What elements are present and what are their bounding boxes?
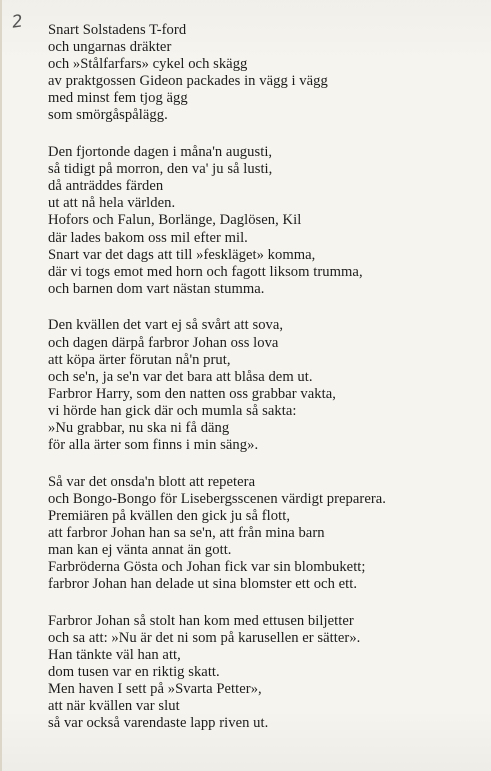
poem-line: »Nu grabbar, nu ska ni få däng [48,419,230,436]
stanza-2 [48,144,483,298]
poem-line: Premiären på kvällen den gick ju så flott, [48,507,291,524]
stanza-5 [48,613,483,733]
poem-line: och dagen därpå farbror Johan oss lova [48,334,279,351]
poem-line: och Bongo-Bongo för Lisebergsscenen värdigt preparera. [48,490,386,507]
stanza-4 [48,474,483,594]
poem-line: Farbror Johan så stolt han kom med ettusen biljetter [48,612,354,629]
poem-line: då anträddes färden [48,178,164,195]
stanza-3 [48,317,483,454]
poem-line: Hofors och Falun, Borlänge, Daglösen, Kil [48,212,302,229]
poem-line: och sa att: »Nu är det ni som på karusellen er sätter». [48,629,361,646]
poem-line: Snart var det dags att till »feskläget» komma, [48,246,316,263]
poem-line: där lades bakom oss mil efter mil. [48,229,248,246]
poem-line: Så var det onsda'n blott att repetera [48,473,256,490]
poem-line: av praktgossen Gideon packades in vägg i vägg [48,73,328,90]
poem-line: som smörgåspålägg. [48,107,168,124]
stanza-1 [48,22,483,125]
poem-line: och ungarnas dräkter [48,39,172,56]
poem-line: man kan ej vänta annat än gott. [48,542,232,559]
poem-line: dom tusen var en riktig skatt. [48,664,220,681]
poem-line: och barnen dom vart nästan stumma. [48,280,265,297]
poem-line: där vi togs emot med horn och fagott liksom trumma, [48,263,363,280]
poem-line: så var också varendaste lapp riven ut. [48,715,269,732]
poem-line: farbror Johan han delade ut sina blomster ett och ett. [48,576,358,593]
poem [48,22,483,752]
poem-line: Den kvällen det vart ej så svårt att sova, [48,317,284,334]
poem-line: med minst fem tjog ägg [48,90,188,107]
poem-line: vi hörde han gick där och mumla så sakta: [48,402,297,419]
poem-line: Den fjortonde dagen i måna'n augusti, [48,144,273,161]
poem-line: och »Stålfarfars» cykel och skägg [48,56,248,73]
poem-line: så tidigt på morron, den va' ju så lusti, [48,161,273,178]
poem-line: Han tänkte väl han att, [48,647,181,663]
poem-line: för alla ärter som finns i min säng». [48,437,259,454]
poem-line: att när kvällen var slut [48,698,180,715]
page-number: 2 [10,11,25,33]
poem-line: Snart Solstadens T-ford [48,22,187,38]
poem-line: Men haven I sett på »Svarta Petter», [48,681,262,698]
poem-line: att farbror Johan han sa se'n, att från mina barn [48,524,325,541]
poem-line: Farbror Harry, som den natten oss grabbar vakta, [48,385,336,402]
poem-line: ut att nå hela världen. [48,195,176,212]
poem-line: och se'n, ja se'n var det bara att blåsa dem ut. [48,368,313,385]
poem-line: Farbröderna Gösta och Johan fick var sin blombukett; [48,559,366,576]
poem-line: att köpa ärter förutan nå'n prut, [48,351,231,368]
